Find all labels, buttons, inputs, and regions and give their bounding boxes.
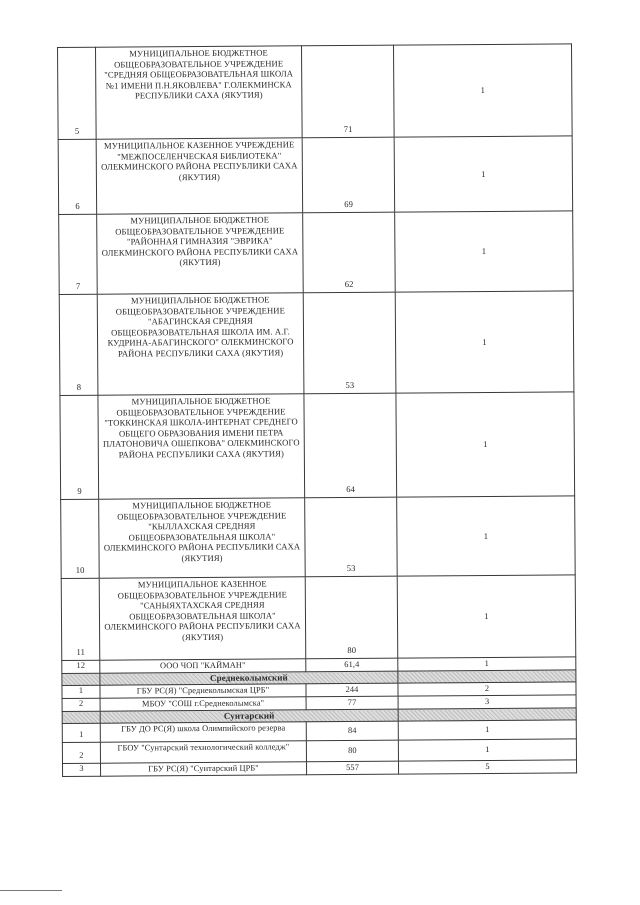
row-count: 1	[395, 211, 574, 292]
table-row	[58, 44, 573, 140]
table-row	[58, 136, 573, 215]
organization-name: МУНИЦИПАЛЬНОЕ БЮДЖЕТНОЕ ОБЩЕОБРАЗОВАТЕЛЬНОЕ УЧРЕЖДЕНИЕ "КЫЛЛАХСКАЯ СРЕДНЯЯ ОБЩЕОБРАЗОВАТЕЛЬНАЯ ШКОЛА" ОЛЕКМИНСКОГО РАЙОНА РЕСПУБЛИКИ САХА (ЯКУТИЯ)	[99, 498, 306, 578]
row-number: 1	[62, 685, 100, 698]
row-count: 1	[394, 136, 573, 212]
table-row	[63, 760, 577, 777]
row-count: 1	[398, 720, 576, 740]
row-value: 77	[306, 696, 398, 710]
data-table	[57, 43, 577, 777]
table-row	[59, 211, 574, 295]
row-number: 9	[60, 395, 99, 499]
organization-name: ГБУ РС(Я) "Среднеколымская ЦРБ"	[100, 684, 306, 698]
organization-name: ГБУ ДО РС(Я) школа Олимпийского резерва	[100, 722, 306, 742]
row-count: 1	[397, 575, 576, 658]
table-row	[60, 392, 575, 500]
row-number: 11	[61, 578, 100, 660]
row-value: 80	[306, 740, 398, 762]
organization-name: МБОУ "СОШ г.Среднеколымска"	[100, 697, 306, 711]
row-number: 2	[62, 698, 100, 711]
row-number: 12	[62, 660, 100, 673]
section-title: Сунтарский	[100, 709, 398, 723]
row-count: 1	[395, 291, 574, 393]
row-count: 1	[398, 739, 576, 761]
row-value: 557	[306, 761, 398, 775]
row-count: 2	[398, 682, 576, 696]
organization-name: МУНИЦИПАЛЬНОЕ БЮДЖЕТНОЕ ОБЩЕОБРАЗОВАТЕЛЬНОЕ УЧРЕЖДЕНИЕ "ТОККИНСКАЯ ШКОЛА-ИНТЕРНАТ СРЕДНЕГО ОБЩЕГО ОБРАЗОВАНИЯ ИМЕНИ ПЕТРА ПЛАТОНОВИЧА ОШЕПКОВА" ОЛЕКМИНСКОГО РАЙОНА РЕСПУБЛИКИ САХА (ЯКУТИЯ)	[98, 394, 305, 499]
footnote-line	[0, 890, 62, 891]
row-number: 8	[59, 294, 98, 395]
row-number: 7	[59, 214, 98, 294]
row-count: 5	[398, 760, 576, 774]
row-value: 62	[303, 212, 396, 293]
section-title: Среднеколымский	[100, 671, 398, 685]
row-value: 69	[302, 137, 395, 213]
table-body	[58, 44, 577, 777]
table-row	[61, 496, 576, 579]
table-row	[61, 575, 576, 661]
row-number: 2	[62, 742, 100, 763]
row-count: 1	[396, 392, 575, 497]
row-number: 5	[58, 47, 97, 139]
row-value: 71	[301, 45, 394, 138]
row-value: 244	[306, 683, 398, 697]
organization-name: МУНИЦИПАЛЬНОЕ БЮДЖЕТНОЕ ОБЩЕОБРАЗОВАТЕЛЬНОЕ УЧРЕЖДЕНИЕ "РАЙОННАЯ ГИМНАЗИЯ "ЭВРИКА" ОЛЕКМИНСКОГО РАЙОНА РЕСПУБЛИКИ САХА (ЯКУТИЯ)	[97, 213, 304, 294]
row-number: 10	[61, 499, 100, 578]
organization-name: МУНИЦИПАЛЬНОЕ КАЗЕННОЕ УЧРЕЖДЕНИЕ "МЕЖПОСЕЛЕНЧЕСКАЯ БИБЛИОТЕКА" ОЛЕКМИНСКОГО РАЙОНА РЕСПУБЛИКИ САХА (ЯКУТИЯ)	[96, 138, 303, 214]
row-value: 61,4	[306, 658, 398, 672]
organization-name: МУНИЦИПАЛЬНОЕ БЮДЖЕТНОЕ ОБЩЕОБРАЗОВАТЕЛЬНОЕ УЧРЕЖДЕНИЕ "АБАГИНСКАЯ СРЕДНЯЯ ОБЩЕОБРАЗОВАТЕЛЬНАЯ ШКОЛА ИМ. А.Г. КУДРИНА-АБАГИНСКОГО" ОЛЕКМИНСКОГО РАЙОНА РЕСПУБЛИКИ САХА (ЯКУТИЯ)	[97, 293, 304, 395]
row-value: 53	[305, 497, 398, 577]
row-value: 53	[303, 292, 396, 394]
organization-name: ГБУ РС(Я) "Сунтарский ЦРБ"	[101, 762, 307, 776]
organization-name: МУНИЦИПАЛЬНОЕ БЮДЖЕТНОЕ ОБЩЕОБРАЗОВАТЕЛЬНОЕ УЧРЕЖДЕНИЕ "СРЕДНЯЯ ОБЩЕОБРАЗОВАТЕЛЬНАЯ ШКОЛА №1 ИМЕНИ П.Н.ЯКОВЛЕВА" Г.ОЛЕКМИНСКА РЕСПУБЛИКИ САХА (ЯКУТИЯ)	[96, 46, 303, 139]
section-blank	[62, 673, 100, 685]
organization-name: МУНИЦИПАЛЬНОЕ КАЗЕННОЕ ОБЩЕОБРАЗОВАТЕЛЬНОЕ УЧРЕЖДЕНИЕ "САНЫЯХТАХСКАЯ СРЕДНЯЯ ОБЩЕОБРАЗОВАТЕЛЬНАЯ ШКОЛА" ОЛЕКМИНСКОГО РАЙОНА РЕСПУБЛИКИ САХА (ЯКУТИЯ)	[99, 577, 306, 660]
row-value: 84	[306, 721, 398, 741]
row-number: 1	[62, 723, 100, 742]
row-count: 1	[393, 44, 572, 137]
table-row	[59, 291, 574, 396]
section-blank	[62, 711, 100, 723]
row-number: 3	[63, 763, 101, 776]
row-value: 80	[305, 576, 398, 659]
row-count: 1	[398, 657, 576, 671]
row-number: 6	[58, 139, 97, 214]
row-value: 64	[304, 393, 397, 498]
row-count: 3	[398, 695, 576, 709]
organization-name: ГБОУ "Сунтарский технологический колледж"	[100, 741, 306, 763]
row-count: 1	[397, 496, 576, 576]
organization-name: ООО ЧОП "КАЙМАН"	[100, 659, 306, 673]
